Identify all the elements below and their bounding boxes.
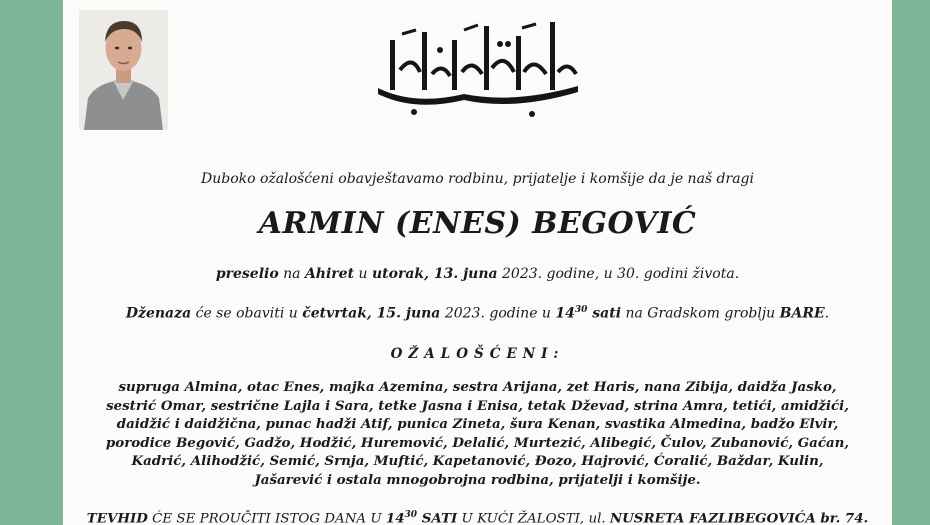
intro-text: Duboko ožalošćeni obavještavamo rodbinu, prijatelje i komšije da je naš dragi [200, 171, 754, 187]
calligraphy-image [372, 14, 584, 118]
tevhid-info: TEVHID ĆE SE PROUČITI ISTOG DANA U $14^{30}$ SATI U KUĆI ŽALOSTI, ul. NUSRETA FAZLIBEGOVIĆA br. 74. [86, 510, 869, 525]
funeral-info: Dženaza će se obaviti u četvrtak, 15. juna 2023. godine u $14^{30}$ sati na Gradskom groblju BARE. [125, 305, 830, 322]
death-info: preselio na Ahiret u utorak, 13. juna 2023. godine, u 30. godini života. [215, 266, 740, 282]
mourners-heading: OŽALOŠĆENI: [390, 346, 565, 362]
arabic-calligraphy [63, 14, 892, 118]
mourners-list [83, 378, 872, 489]
mourners-line: supruga Almina, otac Enes, majka Azemina, sestra Arijana, zet Haris, nana Zibija, daidža Jasko, [118, 379, 837, 395]
obituary-paper [63, 0, 892, 525]
mourners-line: Jašarević i ostala mnogobrojna rodbina, prijatelji i komšije. [254, 471, 701, 488]
mourners-line: porodice Begović, Gadžo, Hodžić, Huremović, Delalić, Murtezić, Alibegić, Čulov, Zubanović, Gaćan, [105, 434, 850, 451]
mourners-line: Kadrić, Alihodžić, Semić, Srnja, Muftić, Kapetanović, Đozo, Hajrović, Ćoralić, Baždar, Kulin, [131, 453, 824, 469]
mourners-line: sestrić Omar, sestrične Lajla i Sara, tetke Jasna i Enisa, tetak Dževad, strina Amra, tetići, amidžići, [106, 397, 849, 414]
deceased-name: ARMIN (ENES) BEGOVIĆ [258, 206, 697, 241]
mourners-line: daidžić i daidžična, punac hadži Atif, punica Zineta, šura Kenan, svastika Almedina, badžo Elvir, [116, 416, 839, 432]
